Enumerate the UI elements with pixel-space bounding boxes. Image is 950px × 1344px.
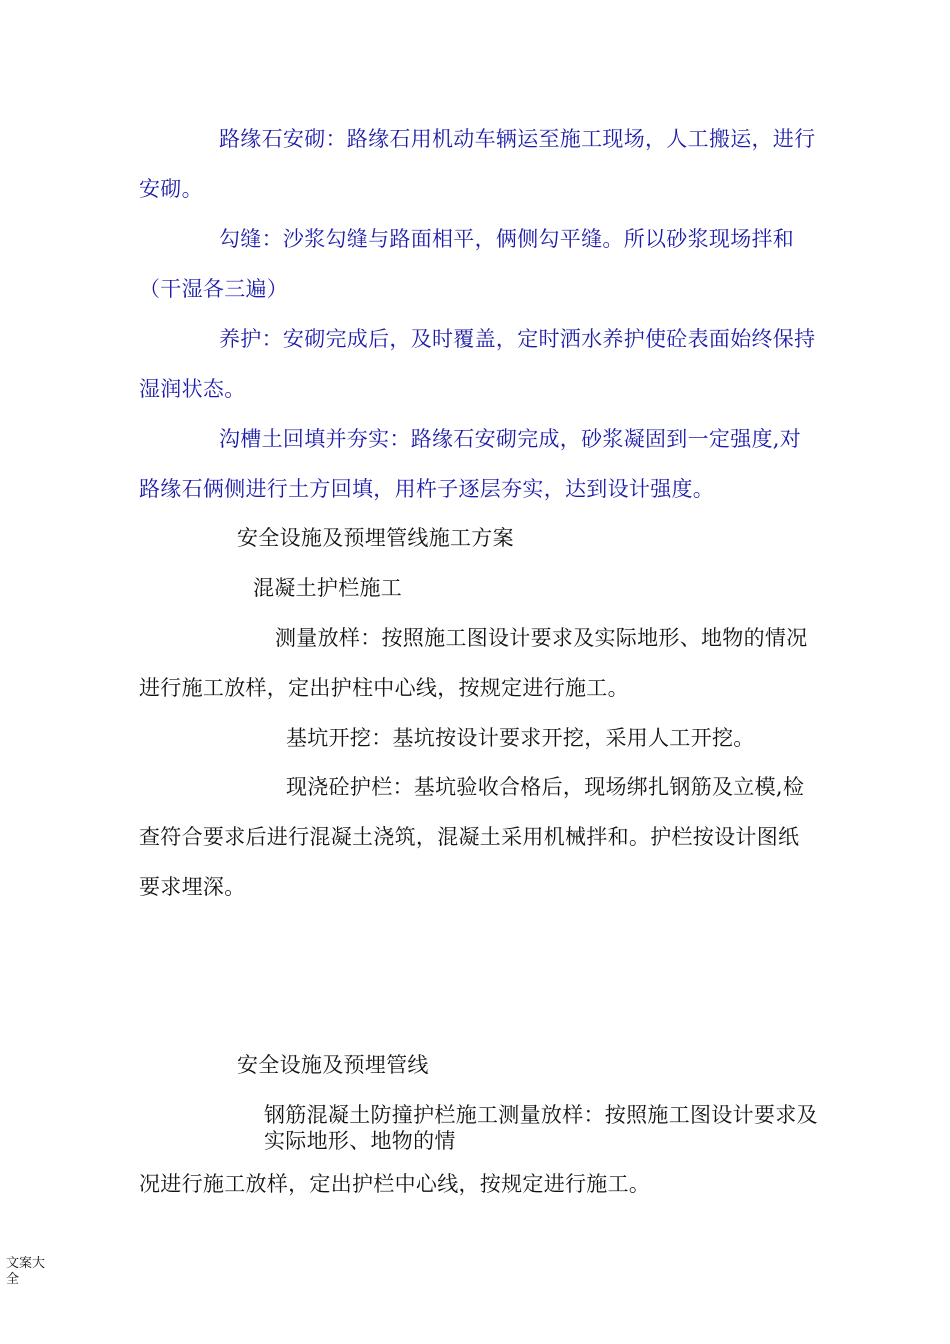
paragraph-curing-line2: 湿润状态。 [139, 377, 246, 401]
paragraph-crash-barrier-line3: 况进行施工放样，定出护栏中心线，按规定进行施工。 [139, 1172, 651, 1196]
section-heading-safety-facilities: 安全设施及预埋管线 [237, 1053, 429, 1077]
paragraph-cast-guardrail-line3: 要求埋深。 [139, 875, 246, 899]
section-heading-safety-plan: 安全设施及预埋管线施工方案 [237, 526, 514, 550]
section-heading-concrete-guardrail: 混凝土护栏施工 [253, 576, 403, 600]
paragraph-backfill-line2: 路缘石俩侧进行土方回填，用杵子逐层夯实，达到设计强度。 [139, 477, 715, 501]
paragraph-crash-barrier-line1: 钢筋混凝土防撞护栏施工测量放样：按照施工图设计要求及 [264, 1103, 818, 1127]
paragraph-excavation: 基坑开挖：基坑按设计要求开挖，采用人工开挖。 [286, 726, 755, 750]
paragraph-cast-guardrail-line2: 查符合要求后进行混凝土浇筑，混凝土采用机械拌和。护栏按设计图纸 [139, 825, 800, 849]
paragraph-curb-install-line1: 路缘石安砌：路缘石用机动车辆运至施工现场，人工搬运，进行 [219, 127, 816, 151]
paragraph-survey-line1: 测量放样：按照施工图设计要求及实际地形、地物的情况 [275, 626, 808, 650]
paragraph-survey-line2: 进行施工放样，定出护柱中心线，按规定进行施工。 [139, 676, 629, 700]
paragraph-jointing-line1: 勾缝：沙浆勾缝与路面相平，俩侧勾平缝。所以砂浆现场拌和 [219, 227, 795, 251]
paragraph-crash-barrier-line2: 实际地形、地物的情 [264, 1129, 456, 1153]
paragraph-curing-line1: 养护：安砌完成后，及时覆盖，定时洒水养护使砼表面始终保持 [219, 327, 816, 351]
footer-label: 文案大全 [6, 1256, 46, 1287]
paragraph-cast-guardrail-line1: 现浇砼护栏：基坑验收合格后，现场绑扎钢筋及立模,检 [286, 775, 805, 799]
paragraph-curb-install-line2: 安砌。 [139, 177, 203, 201]
paragraph-backfill-line1: 沟槽土回填并夯实：路缘石安砌完成，砂浆凝固到一定强度,对 [219, 427, 802, 451]
paragraph-jointing-line2: （干湿各三遍） [139, 277, 289, 301]
